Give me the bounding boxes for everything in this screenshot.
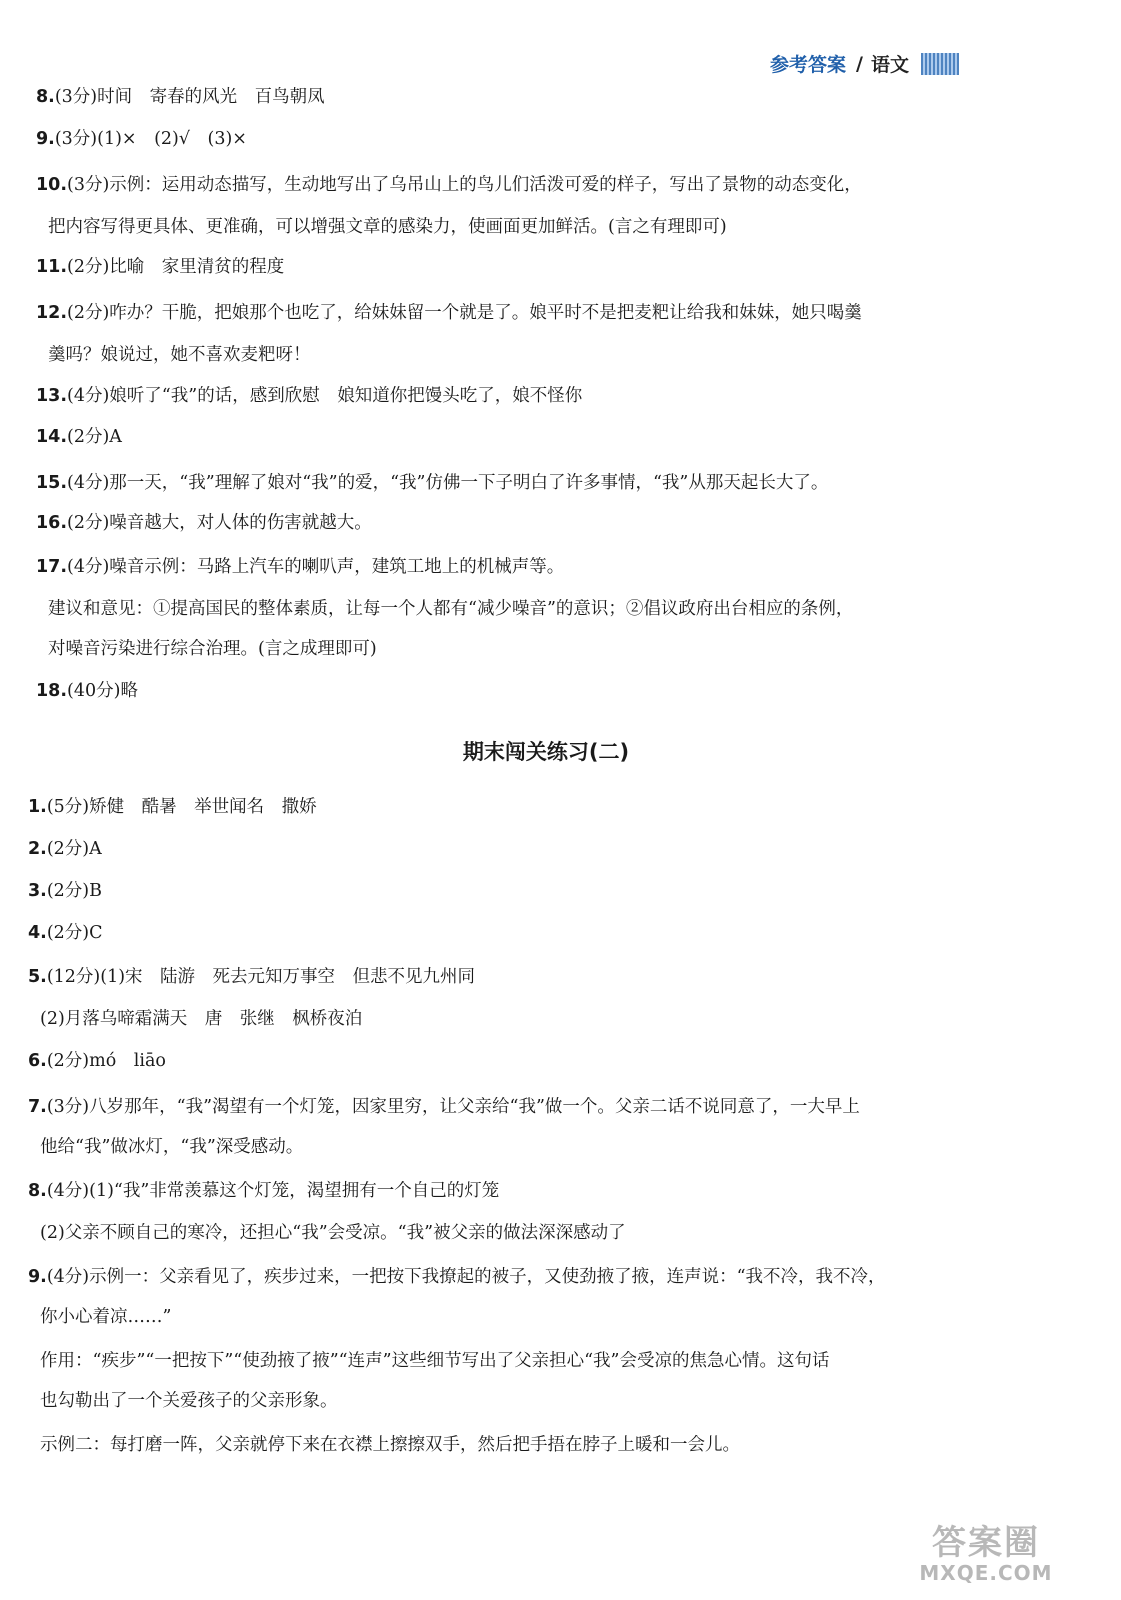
- answer-item-15: 15.(4分)那一天，“我”理解了娘对“我”的爱，“我”仿佛一下子明白了许多事情，“我”从那天起长大了。: [36, 473, 829, 493]
- exercise-item-6: 6.(2分)mó liāo: [28, 1051, 166, 1071]
- answer-item-10-cont: 把内容写得更具体、更准确，可以增强文章的感染力，使画面更加鲜活。(言之有理即可): [48, 217, 727, 237]
- watermark-logo-text: 答案圈: [932, 1523, 1040, 1563]
- exercise-item-8: 8.(4分)(1)“我”非常羡慕这个灯笼，渴望拥有一个自己的灯笼: [28, 1181, 500, 1201]
- exercise-item-9-cont4: 示例二：每打磨一阵，父亲就停下来在衣襟上擦擦双手，然后把手捂在脖子上暖和一会儿。: [40, 1435, 740, 1455]
- header-slash: /: [856, 52, 863, 75]
- exercise-item-4: 4.(2分)C: [28, 923, 103, 943]
- exercise-item-9: 9.(4分)示例一：父亲看见了，疾步过来，一把按下我撩起的被子，又使劲掖了掖，连声说：“我不冷，我不冷，: [28, 1267, 886, 1287]
- answer-item-17-cont2: 对噪音污染进行综合治理。(言之成理即可): [48, 639, 377, 659]
- exercise-item-2: 2.(2分)A: [28, 839, 102, 859]
- exercise-item-8-cont: (2)父亲不顾自己的寒冷，还担心“我”会受凉。“我”被父亲的做法深深感动了: [40, 1223, 626, 1243]
- exercise-item-9-cont3: 也勾勒出了一个关爱孩子的父亲形象。: [40, 1391, 338, 1411]
- exercise-item-1: 1.(5分)矫健 酷暑 举世闻名 撒娇: [28, 797, 317, 817]
- section-title: 期末闯关练习(二): [462, 740, 630, 764]
- header-decoration: [921, 53, 959, 75]
- answer-item-17-cont: 建议和意见：①提高国民的整体素质，让每一个人都有“减少噪音”的意识；②倡议政府出台相应的条例，: [48, 599, 854, 619]
- exercise-item-7: 7.(3分)八岁那年，“我”渴望有一个灯笼，因家里穷，让父亲给“我”做一个。父亲二话不说同意了，一大早上: [28, 1097, 860, 1117]
- answer-item-13: 13.(4分)娘听了“我”的话，感到欣慰 娘知道你把馒头吃了，娘不怪你: [36, 386, 583, 406]
- answer-item-14: 14.(2分)A: [36, 427, 122, 447]
- exercise-item-7-cont: 他给“我”做冰灯，“我”深受感动。: [40, 1137, 304, 1157]
- exercise-item-3: 3.(2分)B: [28, 881, 102, 901]
- exercise-item-9-cont: 你小心着凉……”: [40, 1307, 172, 1327]
- answer-item-8: 8.(3分)时间 寄春的风光 百鸟朝凤: [36, 87, 325, 107]
- watermark-url: MXQE.COM: [919, 1561, 1053, 1585]
- answer-item-16: 16.(2分)噪音越大，对人体的伤害就越大。: [36, 513, 372, 533]
- answer-item-18: 18.(40分)略: [36, 681, 138, 701]
- answer-item-12: 12.(2分)咋办？干脆，把娘那个也吃了，给妹妹留一个就是了。娘平时不是把麦粑让给我和妹妹，她只喝羹: [36, 303, 862, 323]
- page-header: [770, 50, 959, 77]
- exercise-item-5-cont: (2)月落乌啼霜满天 唐 张继 枫桥夜泊: [40, 1009, 363, 1029]
- reference-label: 参考答案: [770, 54, 847, 76]
- answer-item-11: 11.(2分)比喻 家里清贫的程度: [36, 257, 285, 277]
- watermark-logo: [891, 1520, 1081, 1590]
- answer-item-10: 10.(3分)示例：运用动态描写，生动地写出了乌吊山上的鸟儿们活泼可爱的样子，写出了景物的动态变化，: [36, 175, 862, 195]
- exercise-item-9-cont2: 作用：“疾步”“一把按下”“使劲掖了掖”“连声”这些细节写出了父亲担心“我”会受凉的焦急心情。这句话: [40, 1351, 830, 1371]
- answer-item-17: 17.(4分)噪音示例：马路上汽车的喇叭声，建筑工地上的机械声等。: [36, 557, 565, 577]
- answer-item-9: 9.(3分)(1)× (2)√ (3)×: [36, 129, 247, 149]
- answer-item-12-cont: 羹吗？娘说过，她不喜欢麦粑呀！: [48, 345, 311, 365]
- subject-label: 语文: [870, 54, 909, 76]
- exercise-item-5: 5.(12分)(1)宋 陆游 死去元知万事空 但悲不见九州同: [28, 967, 476, 987]
